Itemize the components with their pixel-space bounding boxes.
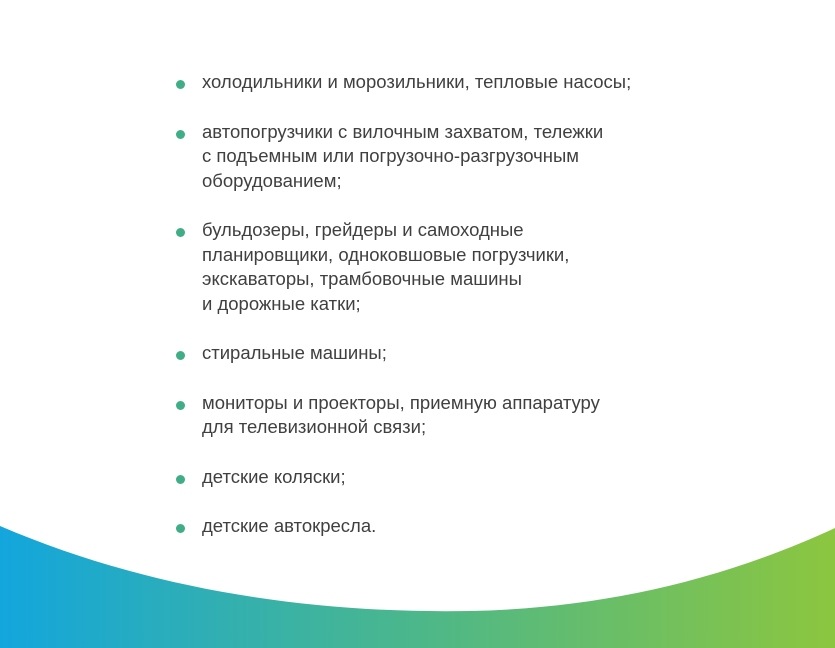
list-item: [174, 120, 694, 194]
list-item: [174, 514, 694, 539]
list-item: [174, 218, 694, 316]
list-item: [174, 341, 694, 366]
list-item: [174, 465, 694, 490]
list-item-text: стиральные машины;: [202, 342, 387, 363]
bullet-icon: [176, 130, 185, 139]
bullet-list: [174, 70, 694, 564]
list-item-text: экскаваторы, трамбовочные машины: [202, 268, 522, 289]
list-item-text: бульдозеры, грейдеры и самоходные: [202, 219, 524, 240]
bullet-icon: [176, 475, 185, 484]
list-item: [174, 70, 694, 95]
list-item-text: автопогрузчики с вилочным захватом, тележки: [202, 120, 604, 142]
list-item-text: холодильники и морозильники, тепловые насосы;: [202, 71, 632, 92]
list-item-text: планировщики, одноковшовые погрузчики,: [202, 243, 570, 265]
bullet-icon: [176, 228, 185, 237]
list-item: [174, 391, 694, 440]
list-item-text: оборудованием;: [202, 169, 342, 191]
list-item-text: с подъемным или погрузочно-разгрузочным: [202, 145, 580, 166]
bullet-icon: [176, 351, 185, 360]
bullet-icon: [176, 524, 185, 533]
list-item-text: детские автокресла.: [202, 515, 377, 536]
list-item-text: мониторы и проекторы, приемную аппаратуру: [202, 391, 600, 413]
list-item-text: и дорожные катки;: [202, 292, 361, 314]
bullet-icon: [176, 401, 185, 410]
list-item-text: детские коляски;: [202, 465, 346, 487]
bullet-icon: [176, 80, 185, 89]
list-item-text: для телевизионной связи;: [202, 416, 427, 437]
